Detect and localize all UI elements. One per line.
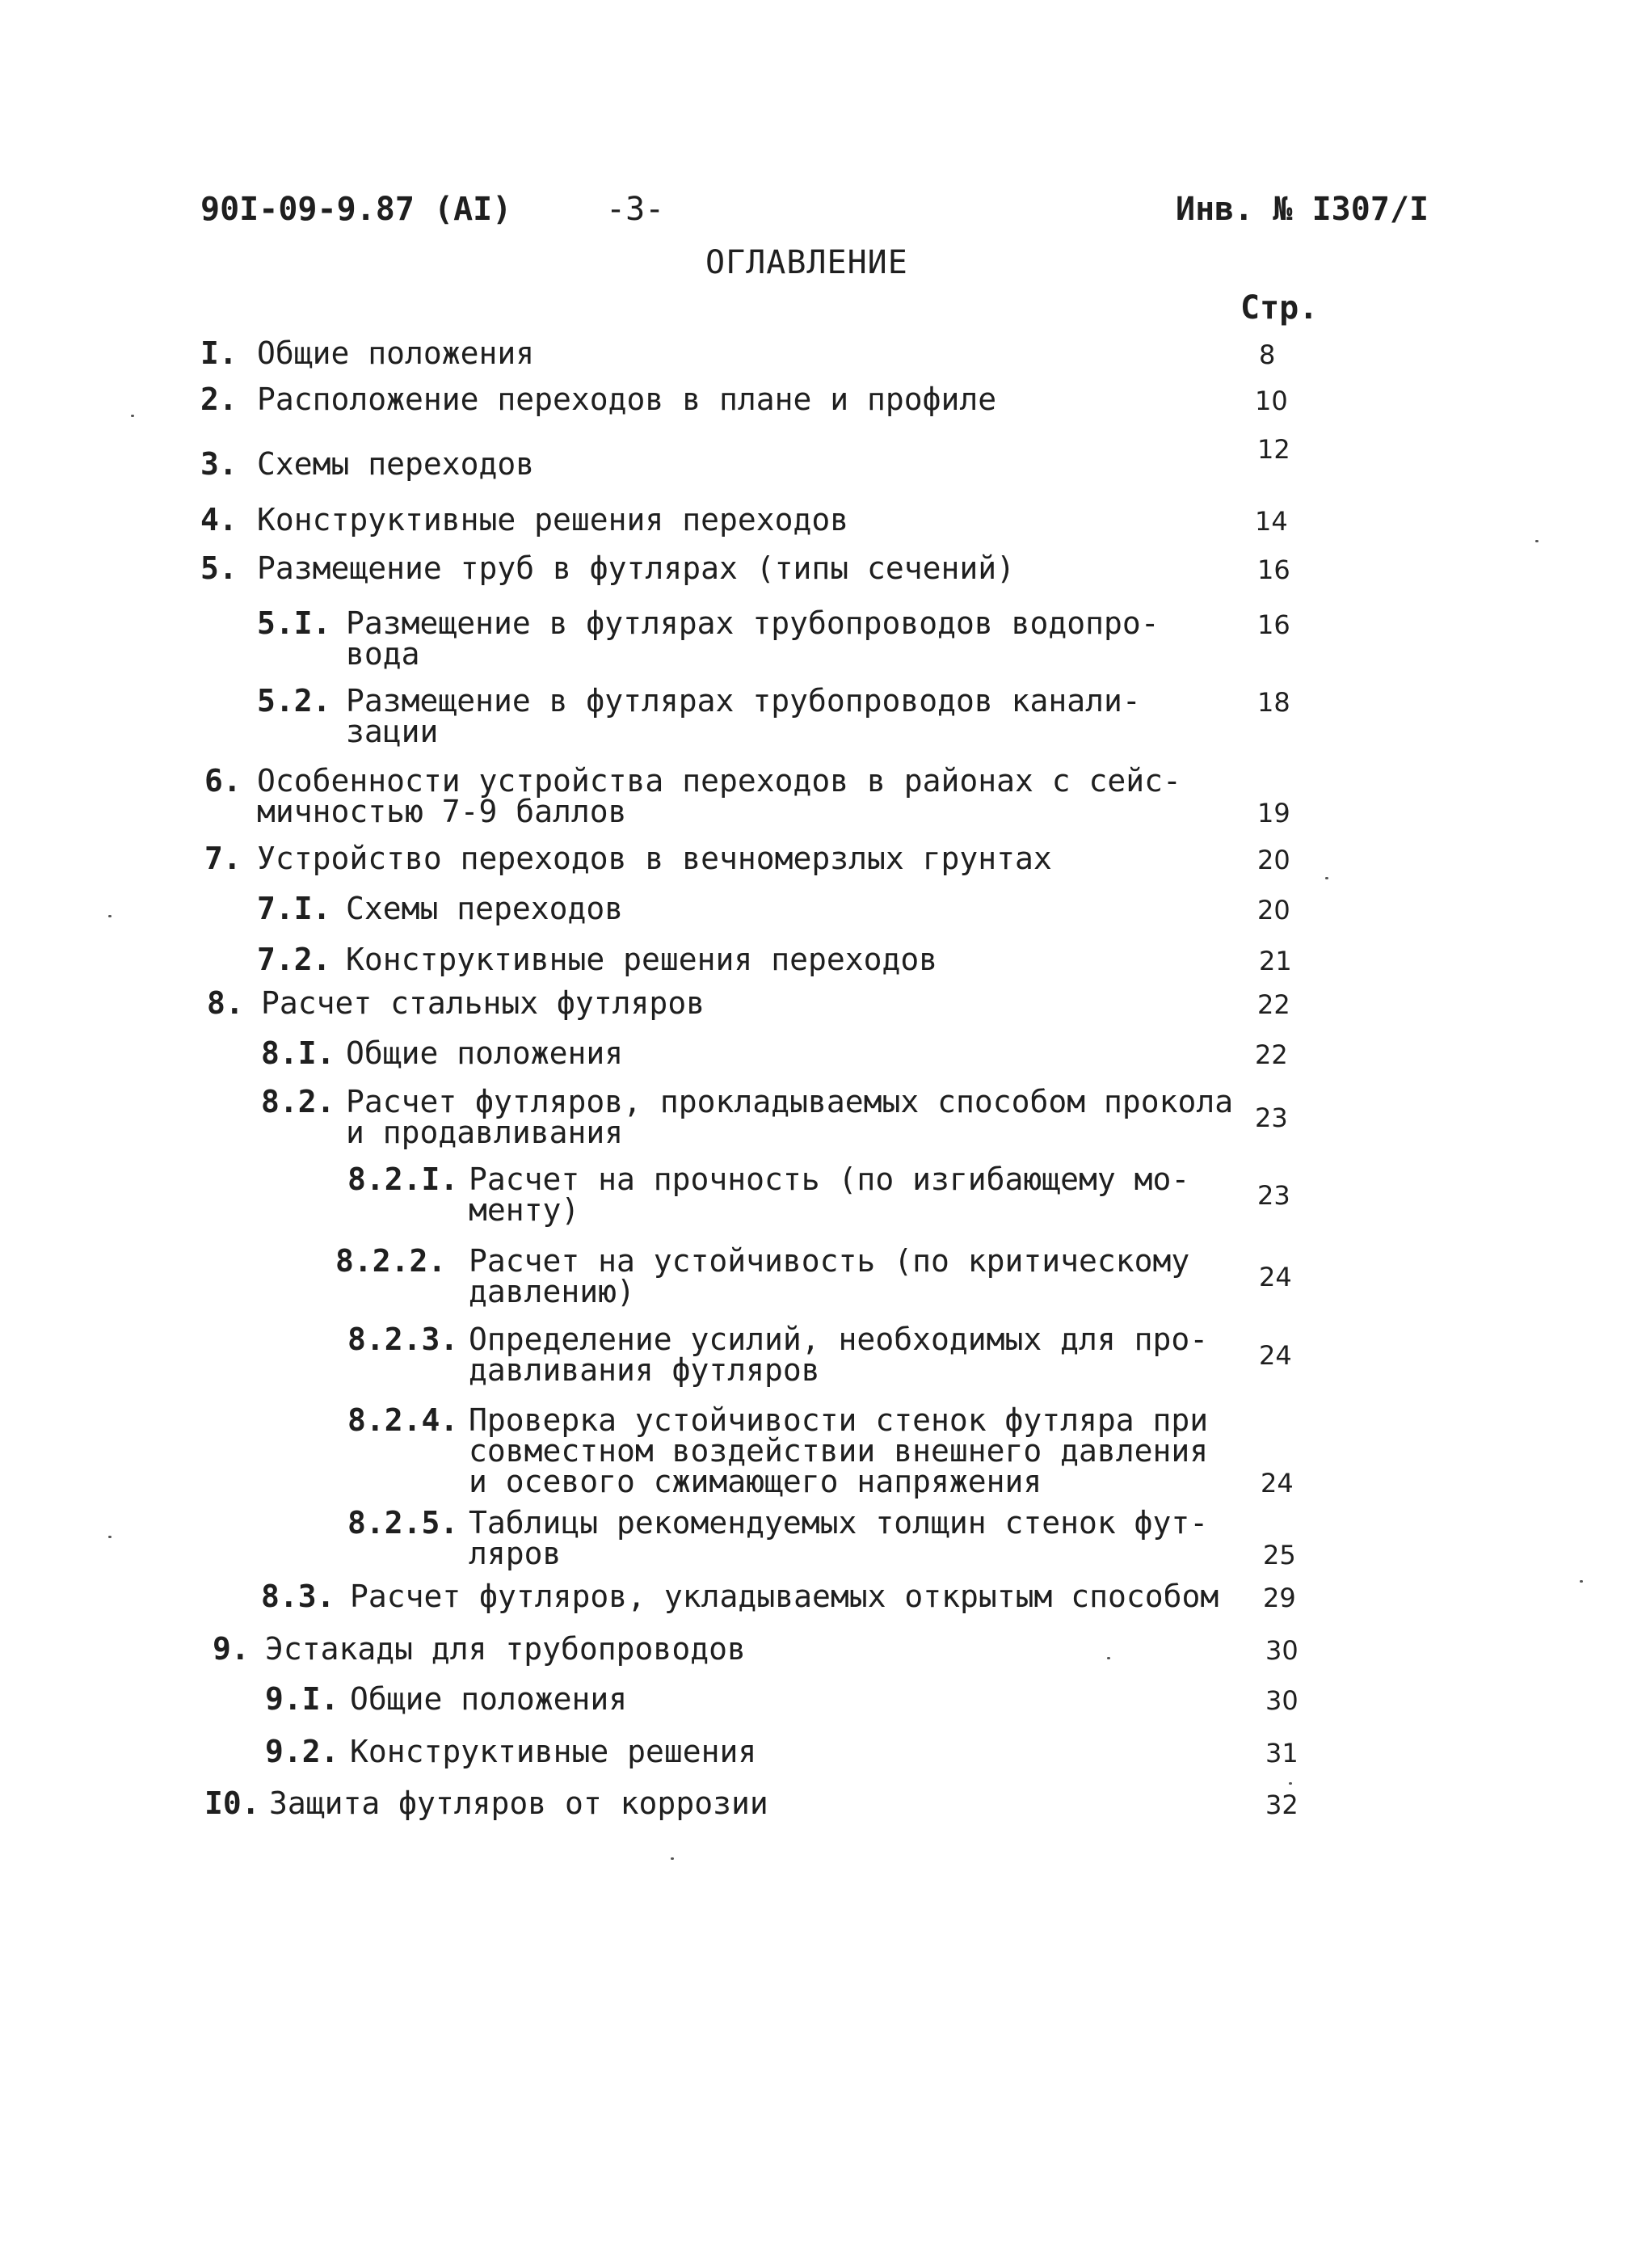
toc-entry-page: 19 (1257, 798, 1290, 828)
toc-entry-page: 22 (1255, 1039, 1288, 1070)
toc-entry-title (257, 446, 535, 482)
page-column-label: Стр. (1240, 289, 1319, 327)
toc-entry-title (257, 843, 1052, 874)
scan-speck (1580, 1580, 1583, 1583)
toc-entry-title (257, 504, 848, 535)
toc-entry-page: 20 (1257, 845, 1290, 875)
toc-entry-line: Особенности устройства переходов в районах с сейс- (257, 763, 1181, 799)
toc-entry-line: Конструктивные решения переходов (257, 502, 849, 537)
toc-entry-title (350, 1681, 628, 1717)
toc-entry-number: 7.2. (257, 942, 331, 977)
toc-entry-title (346, 605, 1160, 672)
toc-entry-line: Определение усилий, необходимых для про- (469, 1322, 1209, 1357)
toc-entry-line: Общие положения (257, 335, 535, 371)
toc-entry-page: 23 (1255, 1102, 1288, 1133)
toc-entry-page: 8 (1259, 339, 1276, 370)
toc-entry-line: ляров (469, 1536, 562, 1571)
toc-entry-line: Проверка устойчивости стенок футляра при (469, 1402, 1209, 1438)
toc-entry-title (257, 335, 535, 371)
toc-entry-number: 8.2.3. (347, 1322, 459, 1357)
toc-entry-page: 31 (1265, 1738, 1299, 1768)
document-code: 90I-09-9.87 (AI) (200, 191, 512, 228)
toc-entry-line: Конструктивные решения (350, 1734, 757, 1769)
toc-entry-page: 14 (1255, 506, 1288, 537)
toc-entry-page: 24 (1259, 1340, 1292, 1371)
toc-entry-page: 24 (1261, 1468, 1294, 1499)
toc-entry-line: Конструктивные решения переходов (346, 942, 938, 977)
toc-entry-line: зации (346, 714, 439, 749)
toc-entry-page: 29 (1263, 1583, 1296, 1613)
toc-entry-page: 10 (1255, 386, 1288, 416)
toc-entry-number: 9. (213, 1631, 250, 1667)
toc-entry-line: Расчет футляров, прокладываемых способом прокола (346, 1084, 1234, 1119)
toc-entry-number: 2. (200, 382, 238, 417)
toc-entry-line: Общие положения (350, 1681, 628, 1717)
toc-entry-page: 18 (1257, 687, 1290, 718)
toc-entry-line: Схемы переходов (346, 891, 624, 926)
toc-entry-number: 8.I. (261, 1035, 335, 1071)
toc-entry-number: 9.I. (265, 1681, 339, 1717)
toc-title: ОГЛАВЛЕНИЕ (705, 244, 908, 281)
scan-speck (131, 415, 134, 417)
toc-entry-title (469, 1322, 1209, 1388)
toc-entry-line: менту) (469, 1192, 580, 1228)
toc-entry-line: совместном воздействии внешнего давления (469, 1433, 1209, 1469)
toc-entry-line: давливания футляров (469, 1352, 820, 1388)
toc-entry-line: Схемы переходов (257, 446, 535, 482)
toc-entry-line: Эстакады для трубопроводов (265, 1631, 746, 1667)
toc-entry-number: I. (200, 335, 238, 371)
toc-entry-title (257, 765, 1181, 827)
scan-speck (1107, 1657, 1110, 1659)
scan-speck (1325, 877, 1328, 879)
toc-entry-line: Размещение в футлярах трубопроводов канали- (346, 683, 1141, 719)
toc-entry-page: 25 (1263, 1540, 1296, 1570)
toc-entry-title (350, 1736, 756, 1767)
toc-entry-title (346, 1035, 624, 1071)
toc-entry-line: Расчет футляров, укладываемых открытым способом (350, 1579, 1219, 1614)
toc-entry-page: 12 (1257, 434, 1290, 465)
toc-entry-line: Защита футляров от коррозии (269, 1785, 768, 1821)
page-number: -3- (606, 191, 665, 228)
toc-entry-line: мичностью 7-9 баллов (257, 794, 627, 829)
toc-entry-title (346, 944, 937, 975)
inventory-number: Инв. № I307/I (1176, 191, 1429, 228)
toc-entry-title (346, 685, 1141, 747)
toc-entry-number: 5.2. (257, 683, 331, 719)
toc-entry-line: Общие положения (346, 1035, 624, 1071)
scan-speck (1289, 1782, 1292, 1785)
scan-speck (108, 915, 112, 917)
toc-entry-page: 24 (1259, 1262, 1292, 1292)
toc-entry-line: Расположение переходов в плане и профиле (257, 382, 997, 417)
toc-entry-title (265, 1631, 746, 1667)
toc-entry-title (269, 1785, 768, 1821)
toc-entry-title (350, 1581, 1219, 1612)
scan-speck (671, 1857, 674, 1860)
toc-entry-line: и продавливания (346, 1115, 624, 1150)
toc-entry-number: 8.2.5. (347, 1505, 459, 1541)
toc-entry-page: 21 (1259, 946, 1292, 976)
toc-entry-number: 8.2.4. (347, 1402, 459, 1438)
toc-entry-title (257, 384, 996, 415)
toc-entry-page: 23 (1257, 1180, 1290, 1211)
toc-entry-title (257, 550, 1015, 586)
toc-entry-line: Размещение труб в футлярах (типы сечений) (257, 550, 1015, 586)
toc-entry-line: и осевого сжимающего напряжения (469, 1464, 1042, 1499)
scan-speck (108, 1536, 112, 1538)
toc-entry-number: 9.2. (265, 1734, 339, 1769)
toc-entry-title (346, 1086, 1233, 1148)
toc-entry-page: 30 (1265, 1685, 1299, 1716)
toc-entry-number: 8.2.2. (335, 1243, 447, 1279)
toc-entry-line: Устройство переходов в вечномерзлых грунтах (257, 841, 1052, 876)
toc-entry-number: 8.3. (261, 1579, 335, 1614)
toc-entry-number: 5.I. (257, 605, 331, 641)
toc-entry-number: 8.2. (261, 1084, 335, 1119)
toc-entry-number: 7. (204, 841, 242, 876)
toc-entry-title (469, 1161, 1190, 1228)
toc-entry-number: 7.I. (257, 891, 331, 926)
toc-entry-line: давлению) (469, 1274, 635, 1309)
toc-entry-line: Таблицы рекомендуемых толщин стенок фут- (469, 1505, 1209, 1541)
toc-entry-line: вода (346, 636, 420, 672)
toc-entry-title (469, 1402, 1209, 1499)
toc-entry-title (469, 1243, 1190, 1309)
toc-entry-page: 30 (1265, 1635, 1299, 1666)
toc-entry-page: 16 (1257, 554, 1290, 585)
toc-entry-page: 20 (1257, 895, 1290, 925)
toc-entry-number: 3. (200, 446, 238, 482)
toc-entry-title (469, 1507, 1208, 1569)
toc-entry-number: 8. (207, 985, 244, 1021)
toc-entry-page: 16 (1257, 609, 1290, 640)
toc-entry-number: I0. (204, 1785, 260, 1821)
toc-entry-page: 22 (1257, 989, 1290, 1020)
toc-entry-number: 5. (200, 550, 238, 586)
toc-entry-title (346, 893, 623, 924)
toc-entry-line: Расчет на прочность (по изгибающему мо- (469, 1161, 1190, 1197)
toc-entry-line: Размещение в футлярах трубопроводов водопро- (346, 605, 1160, 641)
toc-entry-number: 4. (200, 502, 238, 537)
toc-entry-number: 8.2.I. (347, 1161, 459, 1197)
toc-entry-number: 6. (204, 763, 242, 799)
toc-entry-line: Расчет стальных футляров (261, 985, 705, 1021)
toc-entry-line: Расчет на устойчивость (по критическому (469, 1243, 1190, 1279)
toc-entry-title (261, 985, 705, 1021)
toc-entry-page: 32 (1265, 1790, 1299, 1820)
scan-speck (1535, 540, 1538, 542)
